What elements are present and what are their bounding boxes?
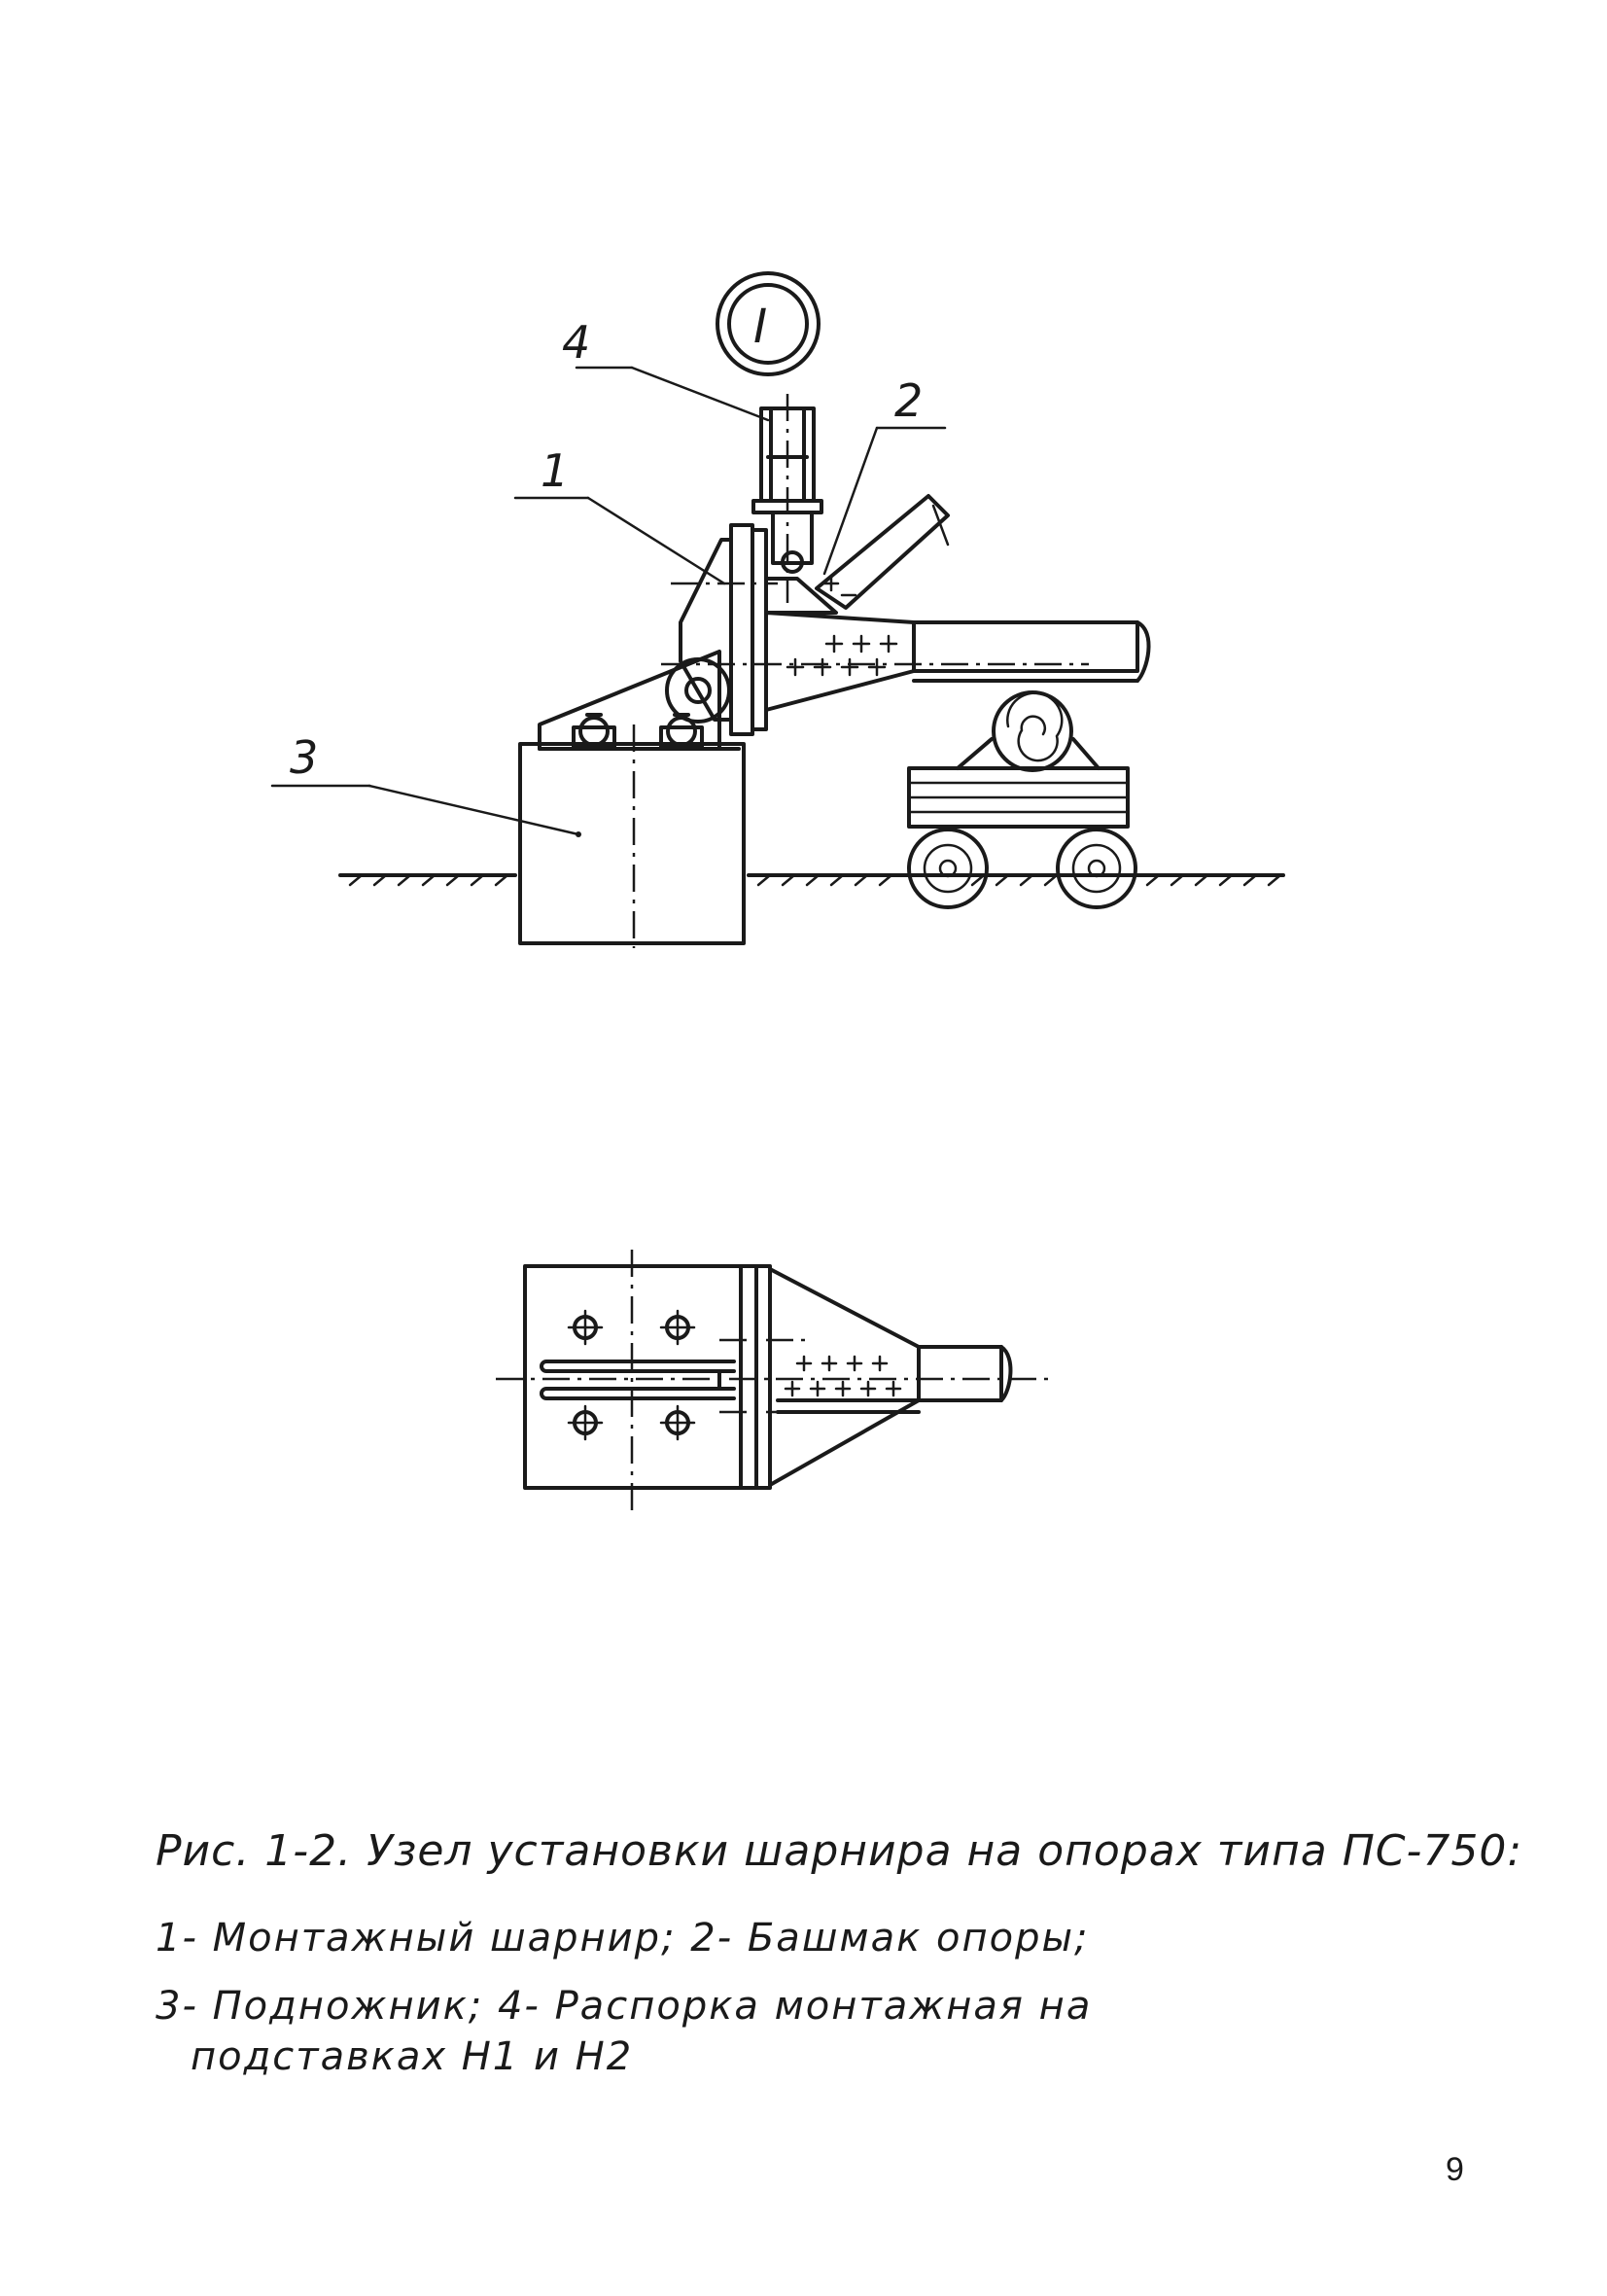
callout-3: 3: [290, 731, 319, 784]
elevation-view: [272, 273, 1283, 948]
view-marker: [717, 273, 819, 374]
page-number: 9: [1446, 2151, 1464, 2188]
legend-line-1: 1- Монтажный шарнир; 2- Башмак опоры;: [156, 1916, 1090, 1960]
callout-4: 4: [562, 316, 591, 369]
callout-1: 1: [541, 444, 570, 497]
spacer-strut: [753, 394, 821, 603]
mounting-hinge: [661, 525, 1089, 734]
callout-leaders: [272, 368, 945, 834]
support-shoe: [540, 652, 739, 749]
plan-view: [496, 1250, 1055, 1517]
legend-line-3: подставках Н1 и Н2: [191, 2034, 634, 2079]
view-marker-label: I: [753, 300, 768, 354]
legend-line-2: 3- Подножник; 4- Распорка монтажная на: [156, 1984, 1093, 2029]
plan-bolts: [569, 1311, 694, 1439]
figure-caption: Рис. 1-2. Узел установки шарнира на опорах типа ПС-750:: [156, 1826, 1523, 1876]
callout-2: 2: [894, 374, 924, 427]
ground-line: [340, 875, 1283, 885]
tower-leg: [766, 496, 1149, 710]
footing: [520, 724, 744, 948]
